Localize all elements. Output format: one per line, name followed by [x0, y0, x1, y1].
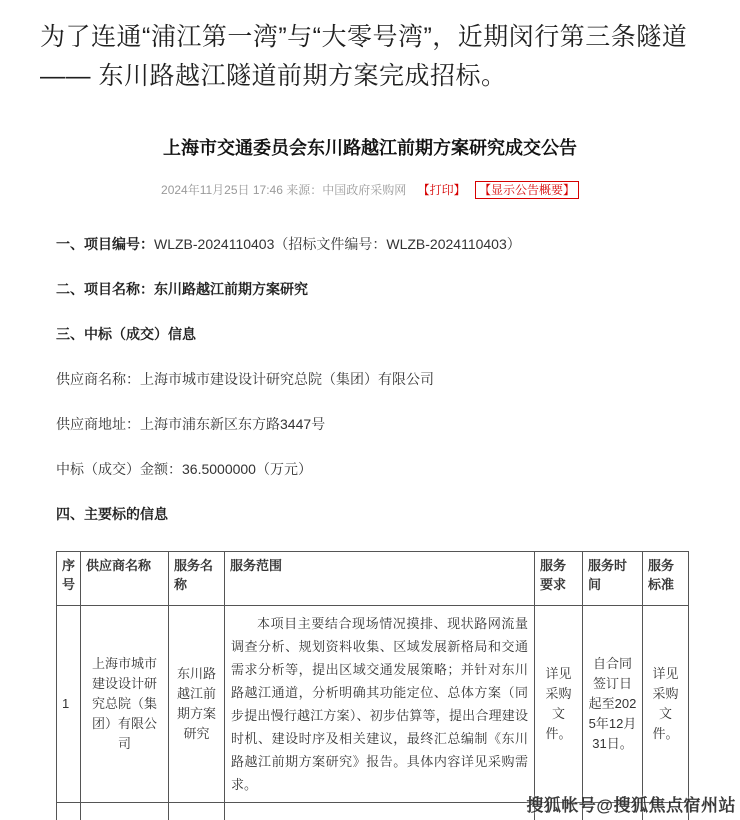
announcement-title: 上海市交通委员会东川路越江前期方案研究成交公告: [163, 138, 577, 158]
table-header-row: [57, 552, 689, 606]
col-service-name: 服务名称: [169, 552, 225, 606]
award-amount-line: 中标（成交）金额：36.5000000（万元）: [56, 461, 312, 477]
meta-date-source: 2024年11月25日 17:46 来源：中国政府采购网: [161, 183, 407, 197]
award-table: [56, 551, 689, 820]
cell-service-standard: 详见采购文件。: [643, 606, 689, 803]
project-number-value: WLZB-2024110403（招标文件编号：WLZB-2024110403）: [154, 236, 521, 252]
cell-service-scope: 本项目主要结合现场情况摸排、现状路网流量调查分析、规划资料收集、区域发展新格局和交通需求分析等，提出区域交通发展策略；并针对东川路越江通道，分析明确其功能定位、总体方案（同步提出慢行越江方案）、初步估算等，提出合理建设时机、建设时序及相关建议，最终汇总编制《东川路越江前期方案研究》报告。具体内容详见采购需求。: [225, 606, 535, 803]
supplier-name-line: 供应商名称：上海市城市建设设计研究总院（集团）有限公司: [56, 371, 434, 387]
announcement-body: [56, 236, 700, 522]
col-service-time: 服务时间: [583, 552, 643, 606]
supplier-address-line: 供应商地址：上海市浦东新区东方路3447号: [56, 416, 326, 432]
watermark: 搜狐帐号@搜狐焦点宿州站: [526, 796, 736, 815]
table-row: [57, 606, 689, 803]
cell-seq: 1: [57, 606, 81, 803]
meta-line: [40, 183, 700, 198]
empty-cell: [57, 803, 81, 820]
empty-cell: [225, 803, 535, 820]
award-info-heading: 三、中标（成交）信息: [56, 326, 196, 342]
project-name-line: [56, 281, 700, 297]
show-summary-link[interactable]: 【显示公告概要】: [475, 181, 579, 199]
empty-cell: [169, 803, 225, 820]
col-service-requirement: 服务要求: [535, 552, 583, 606]
project-name-label: 二、项目名称：: [56, 281, 154, 297]
col-supplier-name: 供应商名称: [81, 552, 169, 606]
project-name-value: 东川路越江前期方案研究: [154, 281, 308, 297]
col-seq: 序号: [57, 552, 81, 606]
col-service-standard: 服务标准: [643, 552, 689, 606]
cell-service-requirement: 详见采购文件。: [535, 606, 583, 803]
print-link[interactable]: 【打印】: [417, 183, 466, 197]
project-number-label: 一、项目编号：: [56, 236, 154, 252]
cell-service-time: 自合同签订日起至2025年12月31日。: [583, 606, 643, 803]
main-subject-heading: 四、主要标的信息: [56, 506, 168, 522]
intro-paragraph: 为了连通“浦江第一湾”与“大零号湾”，近期闵行第三条隧道 —— 东川路越江隧道前期方案完成招标。: [40, 23, 688, 90]
cell-supplier-name: 上海市城市建设设计研究总院（集团）有限公司: [81, 606, 169, 803]
empty-cell: [81, 803, 169, 820]
col-service-scope: 服务范围: [225, 552, 535, 606]
cell-service-name: 东川路越江前期方案研究: [169, 606, 225, 803]
project-number-line: [56, 236, 700, 252]
